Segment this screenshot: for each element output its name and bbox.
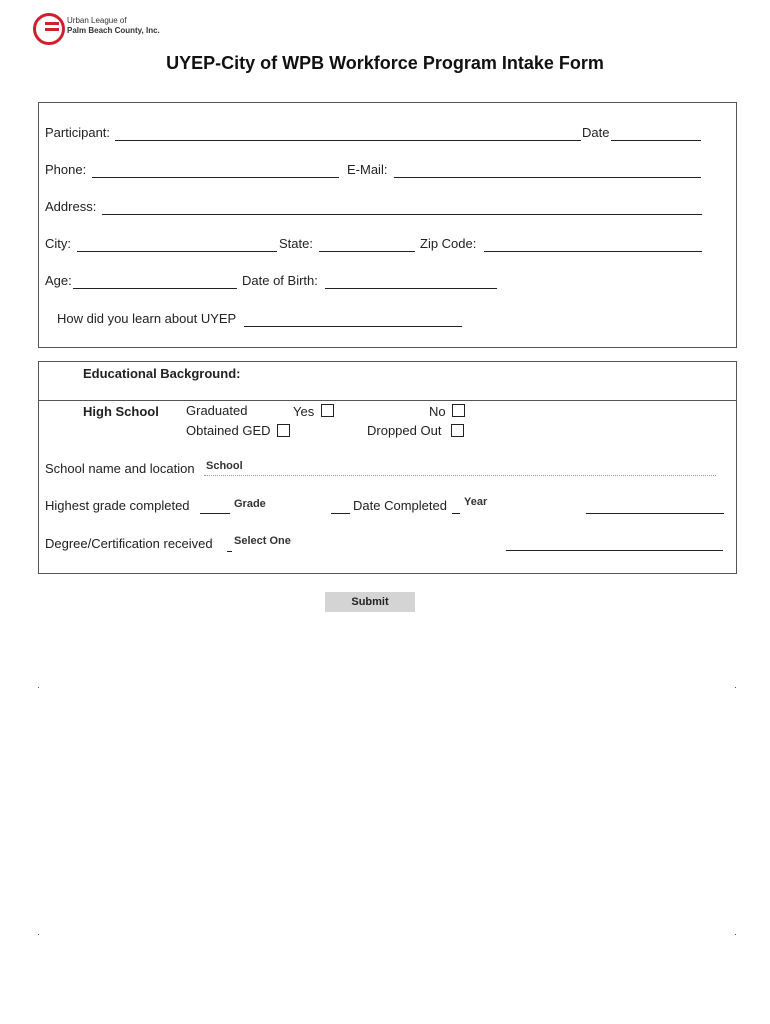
learn-about-label: How did you learn about UYEP <box>57 311 237 326</box>
ged-label: Obtained GED <box>186 423 271 438</box>
grade-underline-right <box>331 513 350 514</box>
address-field[interactable] <box>102 214 702 215</box>
dropped-out-label: Dropped Out <box>367 423 442 438</box>
school-field-underline <box>204 475 716 476</box>
high-school-label: High School <box>83 404 159 419</box>
page-title: UYEP-City of WPB Workforce Program Intake Form <box>166 53 604 73</box>
learn-about-field[interactable] <box>244 326 462 327</box>
org-name-line2: Palm Beach County, Inc. <box>67 26 160 35</box>
degree-select[interactable]: Select One <box>234 535 291 547</box>
school-field[interactable]: School <box>206 460 243 472</box>
org-name-line1: Urban League of <box>67 16 127 25</box>
participant-field[interactable] <box>115 140 581 141</box>
zip-field[interactable] <box>484 251 702 252</box>
dropped-out-checkbox[interactable] <box>451 424 464 437</box>
date-completed-underline-left <box>452 513 460 514</box>
phone-field[interactable] <box>92 177 339 178</box>
address-label: Address: <box>45 199 97 214</box>
date-completed-underline-right <box>586 513 724 514</box>
page-mark <box>735 687 736 688</box>
logo-bar-top <box>45 22 59 25</box>
education-divider <box>39 400 736 401</box>
date-field[interactable] <box>611 140 701 141</box>
degree-label: Degree/Certification received <box>45 536 213 551</box>
date-completed-label: Date Completed <box>353 498 447 513</box>
email-field[interactable] <box>394 177 701 178</box>
phone-label: Phone: <box>45 162 87 177</box>
city-label: City: <box>45 236 71 251</box>
degree-underline-left <box>227 551 232 552</box>
school-label: School name and location <box>45 461 195 476</box>
age-field[interactable] <box>73 288 237 289</box>
logo-bar-bottom <box>45 28 59 31</box>
date-label: Date <box>582 125 610 140</box>
grade-underline-left <box>200 513 230 514</box>
no-label: No <box>429 404 446 419</box>
education-heading: Educational Background: <box>83 366 241 381</box>
page-mark <box>38 934 39 935</box>
submit-button[interactable]: Submit <box>325 592 415 612</box>
dob-field[interactable] <box>325 288 497 289</box>
email-label: E-Mail: <box>347 162 388 177</box>
grade-field[interactable]: Grade <box>234 498 266 510</box>
dob-label: Date of Birth: <box>242 273 318 288</box>
ged-checkbox[interactable] <box>277 424 290 437</box>
graduated-label: Graduated <box>186 403 248 418</box>
participant-label: Participant: <box>45 125 111 140</box>
yes-checkbox[interactable] <box>321 404 334 417</box>
year-field[interactable]: Year <box>464 496 488 508</box>
state-field[interactable] <box>319 251 415 252</box>
grade-label: Highest grade completed <box>45 498 190 513</box>
age-label: Age: <box>45 273 72 288</box>
urban-league-logo <box>33 13 65 45</box>
yes-label: Yes <box>293 404 315 419</box>
page-mark <box>38 687 39 688</box>
state-label: State: <box>279 236 313 251</box>
page-mark <box>735 934 736 935</box>
degree-underline-right <box>506 550 723 551</box>
no-checkbox[interactable] <box>452 404 465 417</box>
zip-label: Zip Code: <box>420 236 477 251</box>
city-field[interactable] <box>77 251 277 252</box>
